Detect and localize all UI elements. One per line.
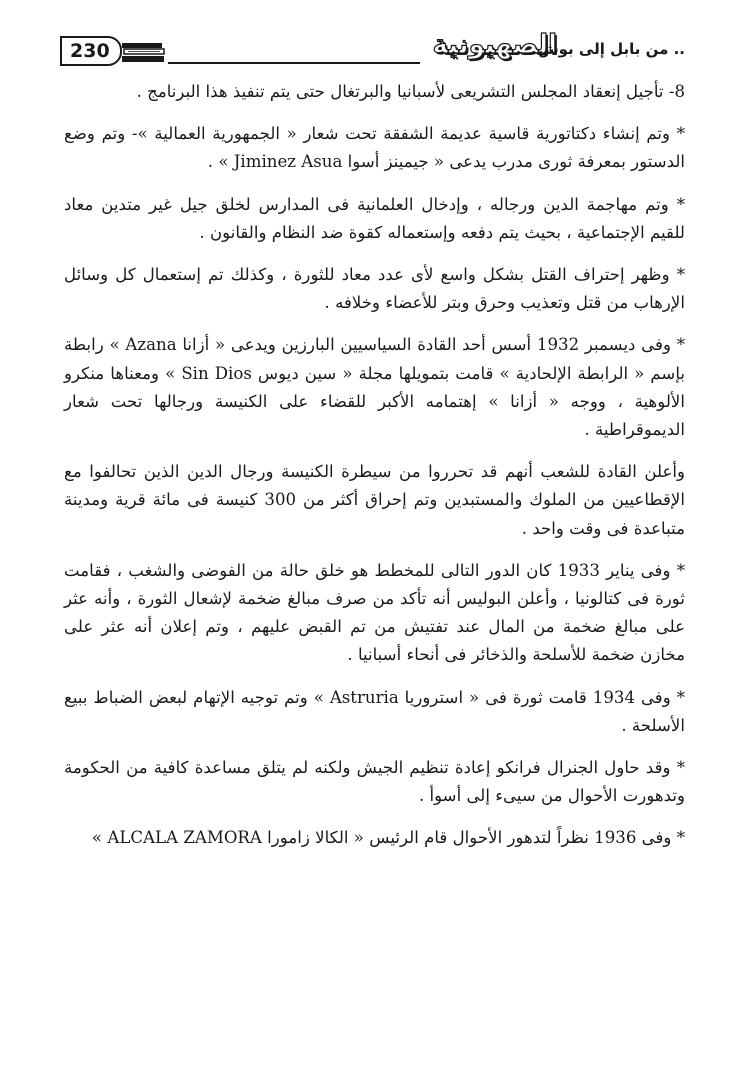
book-stack-icon [120,40,166,64]
paragraph: 8- تأجيل إنعقاد المجلس التشريعى لأسبانيا والبرتغال حتى يتم تنفيذ هذا البرنامج . [136,82,685,101]
page-header [60,30,685,74]
paragraph: * وفى 1936 نظراً لتدهور الأحوال قام الرئيس « الكالا زامورا ALCALA ZAMORA » [91,828,685,848]
book-title: الصهيونية [432,30,557,60]
paragraph: * وظهر إحتراف القتل بشكل واسع لأى عدد معاد للثورة ، وكذلك تم إستعمال كل وسائل الإرهاب من قتل وتعذيب وحرق وبتر للأعضاء وخلافه . [64,265,685,313]
page-number: 230 [60,36,122,66]
paragraph: وأعلن القادة للشعب أنهم قد تحرروا من سيطرة الكنيسة ورجال الدين الذين تحالفوا مع الإقطاعيين من الملوك والمستبدين وتم إحراق أكثر من 300 كنيسة فى مائة قرية ومدينة متباعدة فى وقت واحد . [64,462,685,538]
paragraph: * وفى 1934 قامت ثورة فى « استروريا Astruria » وتم توجيه الإتهام لبعض الضباط ببيع الأسلحة . [64,687,685,735]
header-rule [168,62,420,64]
page-body [64,78,685,867]
paragraph: * وفى ديسمبر 1932 أسس أحد القادة السياسيين البارزين ويدعى « أزانا Azana » رابطة بإسم « الرابطة الإلحادية » قامت بتمويلها مجلة « سين ديوس Sin Dios » ومعناها منكرو الألوهية ، ووجه « أزانا » إهتمامه الأكبر للقضاء على الكنيسة ورجالها تحت شعار الديموقراطية . [64,335,685,440]
paragraph: * وتم إنشاء دكتاتورية قاسية عديمة الشفقة تحت شعار « الجمهورية العمالية »- وتم وضع الدستور بمعرفة ثورى مدرب يدعى « جيمينز أسوا Jiminez Asua » . [64,124,685,172]
paragraph: * وقد حاول الجنرال فرانكو إعادة تنظيم الجيش ولكنه لم يتلق مساعدة كافية من الحكومة وتدهورت الأحوال من سيىء إلى أسوأ . [64,758,685,806]
book-subtitle: .. من بابل إلى بوش [537,40,685,58]
paragraph: * وتم مهاجمة الدين ورجاله ، وإدخال العلمانية فى المدارس لخلق جيل غير متدين معاد للقيم الإجتماعية ، بحيث يتم دفعه وإستعماله كقوة ضد النظام والقانون . [64,194,685,242]
paragraph: * وفى يناير 1933 كان الدور التالى للمخطط هو خلق حالة من الفوضى والشغب ، فقامت ثورة فى كتالونيا ، وأعلن البوليس أنه تأكد من صرف مبالغ ضخمة لإشعال الثورة ، وأنه عثر على مبالغ ضخمة من المال عند تفتيش من تم القبض عليهم ، وتم إعلان أنه عثر على مخازن ضخمة للأسلحة والذخائر فى أنحاء أسبانيا . [64,560,685,665]
